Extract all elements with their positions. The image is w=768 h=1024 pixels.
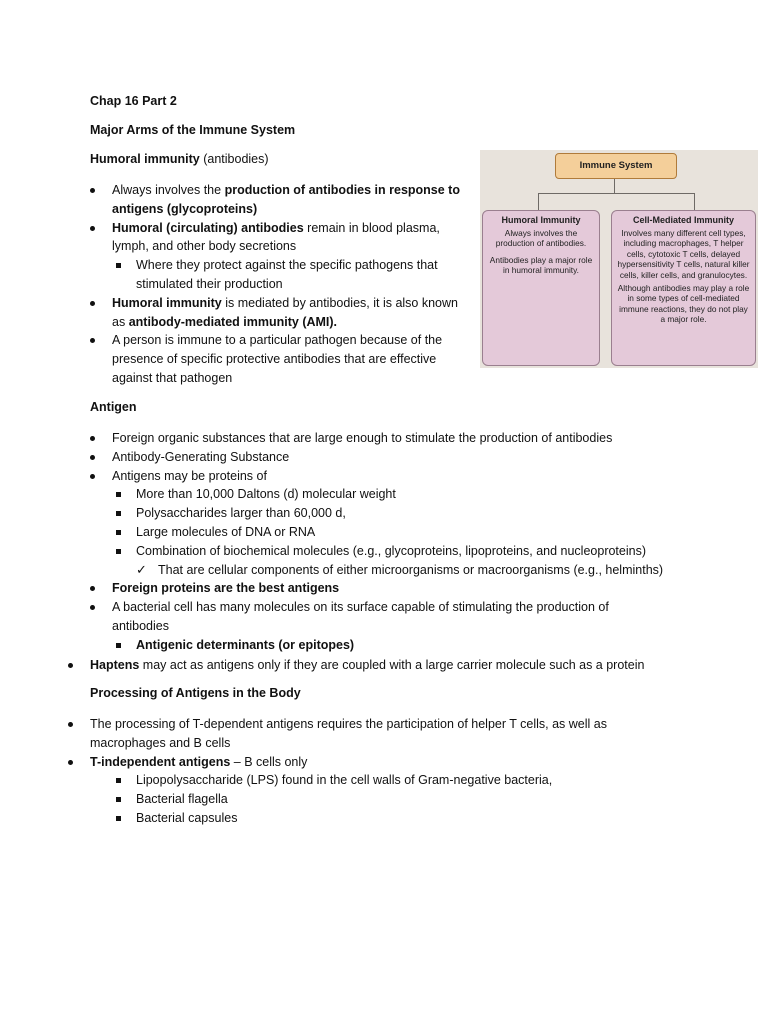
humoral-heading-rest: (antibodies): [199, 152, 269, 166]
list-item-text: A bacterial cell has many molecules on its surface capable of stimulating the production of antibodies: [112, 600, 609, 633]
humoral-box-text: Antibodies play a major role in humoral immunity.: [489, 254, 593, 276]
connector-line: [614, 179, 615, 193]
checked-item: [158, 561, 712, 580]
list-item-text: is mediated by antibodies, it is also known as: [112, 295, 458, 329]
immune-system-figure: [480, 150, 758, 368]
list-item-text: may act as antigens only if they are coupled with a large carrier molecule such as a protein: [139, 658, 645, 672]
list-item: [112, 294, 462, 332]
connector-line: [538, 193, 695, 194]
humoral-box-text: Always involves the production of antibodies.: [495, 227, 587, 249]
humoral-immunity-box: [482, 210, 600, 366]
list-item-text: Polysaccharides larger than 60,000 d,: [136, 506, 346, 521]
sub-list-item: [136, 523, 712, 542]
antigen-list: [112, 429, 712, 655]
list-item-text: Always involves the: [112, 183, 225, 197]
processing-list: [90, 715, 630, 828]
section-heading-antigen: Antigen: [90, 400, 137, 414]
list-item-bold: T-independent antigens: [90, 754, 231, 769]
connector-line: [694, 193, 695, 210]
list-item: [112, 579, 712, 598]
list-item-bold: Antigenic determinants (or epitopes): [136, 637, 355, 652]
cell-mediated-box-text: Involves many different cell types, including macrophages, T helper cells, cytotoxic T cells, delayed hypersensitivity T cells, natural killer cells, killer cells, and granulocytes.: [617, 227, 750, 280]
haptens-list: [90, 656, 710, 675]
list-item-text: Where they protect against the specific pathogens that stimulated their production: [136, 258, 438, 291]
list-item-bold: Humoral immunity: [112, 295, 222, 310]
list-item: [112, 448, 712, 467]
list-item: [112, 467, 712, 486]
section-heading-processing: Processing of Antigens in the Body: [90, 686, 301, 700]
list-item-text: remain in blood plasma, lymph, and other body secretions: [112, 220, 440, 254]
list-item-bold: Foreign proteins are the best antigens: [112, 581, 340, 596]
sub-list-item: [136, 809, 630, 828]
list-item-text: More than 10,000 Daltons (d) molecular weight: [136, 487, 396, 502]
list-item: [90, 656, 710, 675]
humoral-heading-bold: Humoral immunity: [90, 152, 200, 166]
sub-list-item: [136, 636, 712, 655]
list-item-text: Combination of biochemical molecules (e.g., glycoproteins, lipoproteins, and nucleoproteins): [136, 543, 646, 558]
humoral-list: [112, 181, 462, 388]
figure-top-box: Immune System: [555, 153, 677, 179]
list-item-text: The processing of T-dependent antigens requires the participation of helper T cells, as well as macrophages and B cells: [90, 717, 607, 750]
list-item-bold: Haptens: [90, 658, 140, 672]
page-title: Chap 16 Part 2: [90, 94, 177, 108]
list-item-text: Foreign organic substances that are large enough to stimulate the production of antibodies: [112, 431, 613, 445]
cell-mediated-immunity-box: [611, 210, 756, 366]
list-item-text: That are cellular components of either microorganisms or macroorganisms (e.g., helminths): [158, 562, 664, 577]
list-item-text: Bacterial flagella: [136, 792, 228, 807]
list-item: [112, 331, 462, 387]
cell-mediated-box-title: Cell-Mediated Immunity: [632, 215, 734, 225]
sub-list-item: [136, 256, 462, 294]
list-item-text: A person is immune to a particular pathogen because of the presence of specific protective antibodies that are effective against that pathogen: [112, 333, 443, 385]
list-item-text: Antibody-Generating Substance: [112, 449, 290, 464]
list-item: [90, 715, 630, 753]
sub-list-item: [136, 504, 712, 523]
section-heading-humoral: [90, 152, 269, 166]
cell-mediated-box-text: Although antibodies may play a role in some types of cell-mediated immune reactions, they do not play a major role.: [617, 282, 750, 325]
list-item: [112, 219, 462, 257]
list-item: [112, 429, 712, 448]
list-item: [112, 598, 632, 636]
sub-list-item: [136, 542, 712, 561]
section-heading-major-arms: Major Arms of the Immune System: [90, 123, 296, 137]
list-item-bold: production of antibodies in response to antigens (glycoproteins): [112, 183, 460, 216]
humoral-box-title: Humoral Immunity: [501, 215, 581, 225]
sub-list-item: [136, 485, 712, 504]
sub-list-item: [136, 790, 630, 809]
list-item-bold: Humoral (circulating) antibodies: [112, 220, 304, 235]
list-item: [112, 181, 462, 219]
list-item: [90, 753, 630, 772]
connector-line: [538, 193, 539, 210]
list-item-text: – B cells only: [230, 754, 308, 769]
list-item-text: Lipopolysaccharide (LPS) found in the cell walls of Gram-negative bacteria,: [136, 773, 553, 788]
sub-list-item: [136, 771, 630, 790]
list-item-text: Large molecules of DNA or RNA: [136, 524, 316, 539]
list-item-text: Antigens may be proteins of: [112, 468, 267, 483]
list-item-text: Bacterial capsules: [136, 810, 238, 825]
list-item-bold: antibody-mediated immunity (AMI).: [128, 314, 338, 329]
